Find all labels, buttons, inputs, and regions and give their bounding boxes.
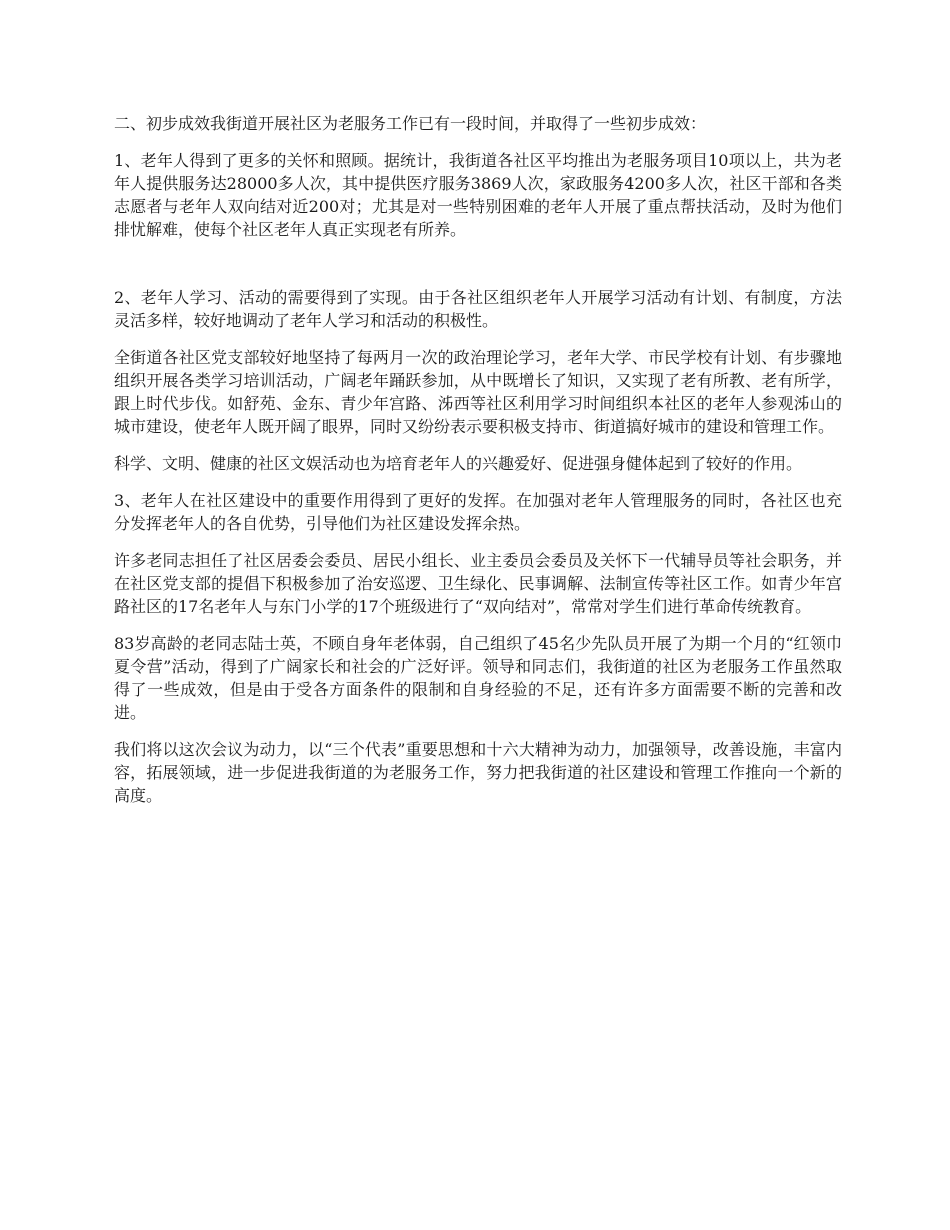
paragraph-recreation: 科学、文明、健康的社区文娱活动也为培育老年人的兴趣爱好、促进强身健体起到了较好的作用。: [114, 454, 803, 473]
paragraph-study-activities: 全街道各社区党支部较好地坚持了每两月一次的政治理论学习，老年大学、市民学校有计划、有步骤地组织开展各类学习培训活动，广阔老年踊跃参加，从中既增长了知识，又实现了老有所教、老有所学，跟上时代步伐。如舒苑、金东、青少年宫路、泲西等社区利用学习时间组织本社区的老年人参观泲山的城市建设，使老年人既开阔了眼界，同时又纷纷表示要积极支持市、街道搞好城市的建设和管理工作。: [114, 348, 842, 436]
paragraph-community-roles: 许多老同志担任了社区居委会委员、居民小组长、业主委员会委员及关怀下一代辅导员等社会职务，并在社区党支部的提倡下积极参加了治安巡逻、卫生绿化、民事调解、法制宣传等社区工作。如青少年宫路社区的17名老年人与东门小学的17个班级进行了“双向结对”，常常对学生们进行革命传统教育。: [114, 551, 842, 616]
paragraph-conclusion: 我们将以这次会议为动力，以“三个代表”重要思想和十六大精神为动力，加强领导，改善设施，丰富内容，拓展领域，进一步促进我街道的为老服务工作，努力把我街道的社区建设和管理工作推向一个新的高度。: [114, 740, 842, 805]
paragraph-point-3: 3、老年人在社区建设中的重要作用得到了更好的发挥。在加强对老年人管理服务的同时，各社区也充分发挥老年人的各自优势，引导他们为社区建设发挥余热。: [114, 491, 842, 533]
paragraph-point-2: 2、老年人学习、活动的需要得到了实现。由于各社区组织老年人开展学习活动有计划、有制度，方法灵活多样，较好地调动了老年人学习和活动的积极性。: [114, 288, 842, 330]
document-body: [114, 112, 842, 821]
paragraph-summer-camp: 83岁高龄的老同志陆士英，不顾自身年老体弱，自己组织了45名少先队员开展了为期一个月的“红领巾夏令营”活动，得到了广阔家长和社会的广泛好评。领导和同志们，我街道的社区为老服务工作虽然取得了一些成效，但是由于受各方面条件的限制和自身经验的不足，还有许多方面需要不断的完善和改进。: [114, 634, 842, 722]
paragraph-point-1: 1、老年人得到了更多的关怀和照顾。据统计，我街道各社区平均推出为老服务项目10项以上，共为老年人提供服务达28000多人次，其中提供医疗服务3869人次，家政服务4200多人次，社区干部和各类志愿者与老年人双向结对近200对；尤其是对一些特别困难的老年人开展了重点帮扶活动，及时为他们排忧解难，使每个社区老年人真正实现老有所养。: [114, 151, 842, 239]
paragraph-section-heading: 二、初步成效我街道开展社区为老服务工作已有一段时间，并取得了一些初步成效：: [114, 114, 707, 133]
